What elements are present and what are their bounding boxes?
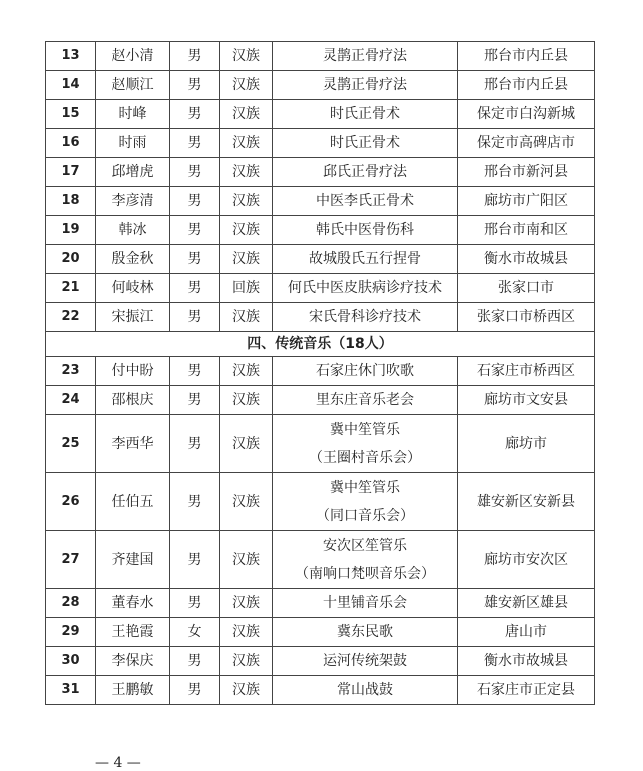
table-cell: 男 (170, 473, 220, 531)
table-cell: 衡水市故城县 (458, 245, 595, 274)
table-cell: 13 (46, 42, 96, 71)
table-cell: 赵顺江 (96, 71, 170, 100)
table-cell: 25 (46, 415, 96, 473)
table-cell: 22 (46, 303, 96, 332)
table-cell: 17 (46, 158, 96, 187)
table-cell: 石家庄市正定县 (458, 676, 595, 705)
table-cell: 王艳霞 (96, 618, 170, 647)
table-cell: 保定市白沟新城 (458, 100, 595, 129)
table-cell: 何岐林 (96, 274, 170, 303)
table-cell: 时氏正骨术 (273, 100, 458, 129)
table-cell: 男 (170, 531, 220, 589)
table-cell: 邢台市内丘县 (458, 42, 595, 71)
table-cell: 韩氏中医骨伤科 (273, 216, 458, 245)
table-cell: 汉族 (220, 676, 273, 705)
table-row (46, 71, 595, 100)
project-cell (273, 618, 458, 647)
table-cell: 男 (170, 589, 220, 618)
table-cell: 邢台市内丘县 (458, 71, 595, 100)
table-cell: 18 (46, 187, 96, 216)
table-cell: 付中盼 (96, 357, 170, 386)
table-row (46, 415, 595, 473)
table-cell: 张家口市桥西区 (458, 303, 595, 332)
table-cell: 殷金秋 (96, 245, 170, 274)
table-cell: 邵根庆 (96, 386, 170, 415)
table-cell: 21 (46, 274, 96, 303)
table-cell: 汉族 (220, 100, 273, 129)
project-name: 冀中笙管乐 (330, 421, 400, 438)
table-cell: 男 (170, 158, 220, 187)
project-name: 里东庄音乐老会 (316, 392, 414, 408)
heritage-inheritors-table (45, 41, 595, 705)
table-cell: 廊坊市广阳区 (458, 187, 595, 216)
project-cell (273, 647, 458, 676)
project-subname: （同口音乐会） (316, 507, 414, 524)
table-cell: 30 (46, 647, 96, 676)
table-row (46, 303, 595, 332)
table-cell: 汉族 (220, 303, 273, 332)
table-cell: 男 (170, 415, 220, 473)
table-cell: 汉族 (220, 589, 273, 618)
table-cell: 23 (46, 357, 96, 386)
table-row (46, 386, 595, 415)
table-cell: 24 (46, 386, 96, 415)
table-cell: 邱增虎 (96, 158, 170, 187)
table-cell: 14 (46, 71, 96, 100)
table-cell: 雄安新区安新县 (458, 473, 595, 531)
page-number: — 4 — (95, 755, 141, 771)
table-cell: 中医李氏正骨术 (273, 187, 458, 216)
table-cell: 汉族 (220, 531, 273, 589)
project-cell (273, 589, 458, 618)
table-cell: 齐建国 (96, 531, 170, 589)
table-cell: 29 (46, 618, 96, 647)
project-name: 冀中笙管乐 (330, 479, 400, 496)
table-cell: 任伯五 (96, 473, 170, 531)
table-cell: 廊坊市文安县 (458, 386, 595, 415)
table-cell: 保定市高碑店市 (458, 129, 595, 158)
table-cell: 26 (46, 473, 96, 531)
project-cell (273, 357, 458, 386)
table-cell: 张家口市 (458, 274, 595, 303)
project-cell (273, 386, 458, 415)
project-cell (273, 473, 458, 531)
table-cell: 灵鹊正骨疗法 (273, 71, 458, 100)
table-cell: 男 (170, 647, 220, 676)
project-cell (273, 531, 458, 589)
table-cell: 汉族 (220, 357, 273, 386)
table-cell: 李保庆 (96, 647, 170, 676)
table-cell: 汉族 (220, 129, 273, 158)
table-cell: 15 (46, 100, 96, 129)
table-cell: 王鹏敏 (96, 676, 170, 705)
table-cell: 宋氏骨科诊疗技术 (273, 303, 458, 332)
table-row (46, 473, 595, 531)
table-cell: 27 (46, 531, 96, 589)
table-cell: 男 (170, 357, 220, 386)
table-cell: 董春水 (96, 589, 170, 618)
table-row (46, 158, 595, 187)
table-row (46, 618, 595, 647)
table-cell: 故城殷氏五行捏骨 (273, 245, 458, 274)
table-cell: 男 (170, 386, 220, 415)
table-cell: 韩冰 (96, 216, 170, 245)
table-cell: 19 (46, 216, 96, 245)
table-cell: 汉族 (220, 71, 273, 100)
table-cell: 汉族 (220, 415, 273, 473)
table-cell: 男 (170, 129, 220, 158)
table-cell: 邱氏正骨疗法 (273, 158, 458, 187)
project-subname: （南响口梵呗音乐会） (295, 565, 435, 582)
table-cell: 唐山市 (458, 618, 595, 647)
table-cell: 雄安新区雄县 (458, 589, 595, 618)
table-row (46, 100, 595, 129)
table-cell: 汉族 (220, 386, 273, 415)
table-cell: 汉族 (220, 187, 273, 216)
project-name: 石家庄休门吹歌 (316, 363, 414, 379)
project-name: 十里铺音乐会 (323, 595, 407, 611)
table-cell: 何氏中医皮肤病诊疗技术 (273, 274, 458, 303)
table-row (46, 245, 595, 274)
table-cell: 男 (170, 216, 220, 245)
table-row (46, 647, 595, 676)
table-cell: 石家庄市桥西区 (458, 357, 595, 386)
table-cell: 廊坊市 (458, 415, 595, 473)
table-cell: 宋振江 (96, 303, 170, 332)
project-name: 常山战鼓 (337, 682, 393, 698)
table-cell: 男 (170, 100, 220, 129)
table-row (46, 216, 595, 245)
table-cell: 廊坊市安次区 (458, 531, 595, 589)
project-name: 冀东民歌 (337, 624, 393, 640)
project-name: 运河传统架鼓 (323, 653, 407, 669)
table-cell: 汉族 (220, 245, 273, 274)
table-cell: 李彦清 (96, 187, 170, 216)
table-cell: 汉族 (220, 618, 273, 647)
table-cell: 28 (46, 589, 96, 618)
table-cell: 汉族 (220, 42, 273, 71)
table-cell: 时雨 (96, 129, 170, 158)
table-cell: 汉族 (220, 216, 273, 245)
section-title: 四、传统音乐（18人） (46, 332, 595, 357)
table-cell: 男 (170, 676, 220, 705)
table-cell: 灵鹊正骨疗法 (273, 42, 458, 71)
table-cell: 16 (46, 129, 96, 158)
section-header-row (46, 332, 595, 357)
table-cell: 邢台市新河县 (458, 158, 595, 187)
table-cell: 李西华 (96, 415, 170, 473)
table-cell: 男 (170, 274, 220, 303)
table-row (46, 531, 595, 589)
table-cell: 时峰 (96, 100, 170, 129)
table-cell: 时氏正骨术 (273, 129, 458, 158)
table-cell: 男 (170, 71, 220, 100)
table-cell: 汉族 (220, 158, 273, 187)
table-cell: 回族 (220, 274, 273, 303)
table-cell: 女 (170, 618, 220, 647)
table-cell: 男 (170, 303, 220, 332)
table-cell: 赵小清 (96, 42, 170, 71)
table-cell: 男 (170, 42, 220, 71)
table-cell: 男 (170, 187, 220, 216)
project-name: 安次区笙管乐 (323, 537, 407, 554)
table-row (46, 676, 595, 705)
table-row (46, 187, 595, 216)
table-cell: 31 (46, 676, 96, 705)
table-cell: 20 (46, 245, 96, 274)
project-cell (273, 415, 458, 473)
table-cell: 衡水市故城县 (458, 647, 595, 676)
table-row (46, 589, 595, 618)
table-row (46, 274, 595, 303)
table-row (46, 357, 595, 386)
table-cell: 汉族 (220, 647, 273, 676)
table-cell: 汉族 (220, 473, 273, 531)
project-cell (273, 676, 458, 705)
table-cell: 男 (170, 245, 220, 274)
project-subname: （王圈村音乐会） (309, 449, 421, 466)
table-cell: 邢台市南和区 (458, 216, 595, 245)
table-row (46, 129, 595, 158)
table-row (46, 42, 595, 71)
